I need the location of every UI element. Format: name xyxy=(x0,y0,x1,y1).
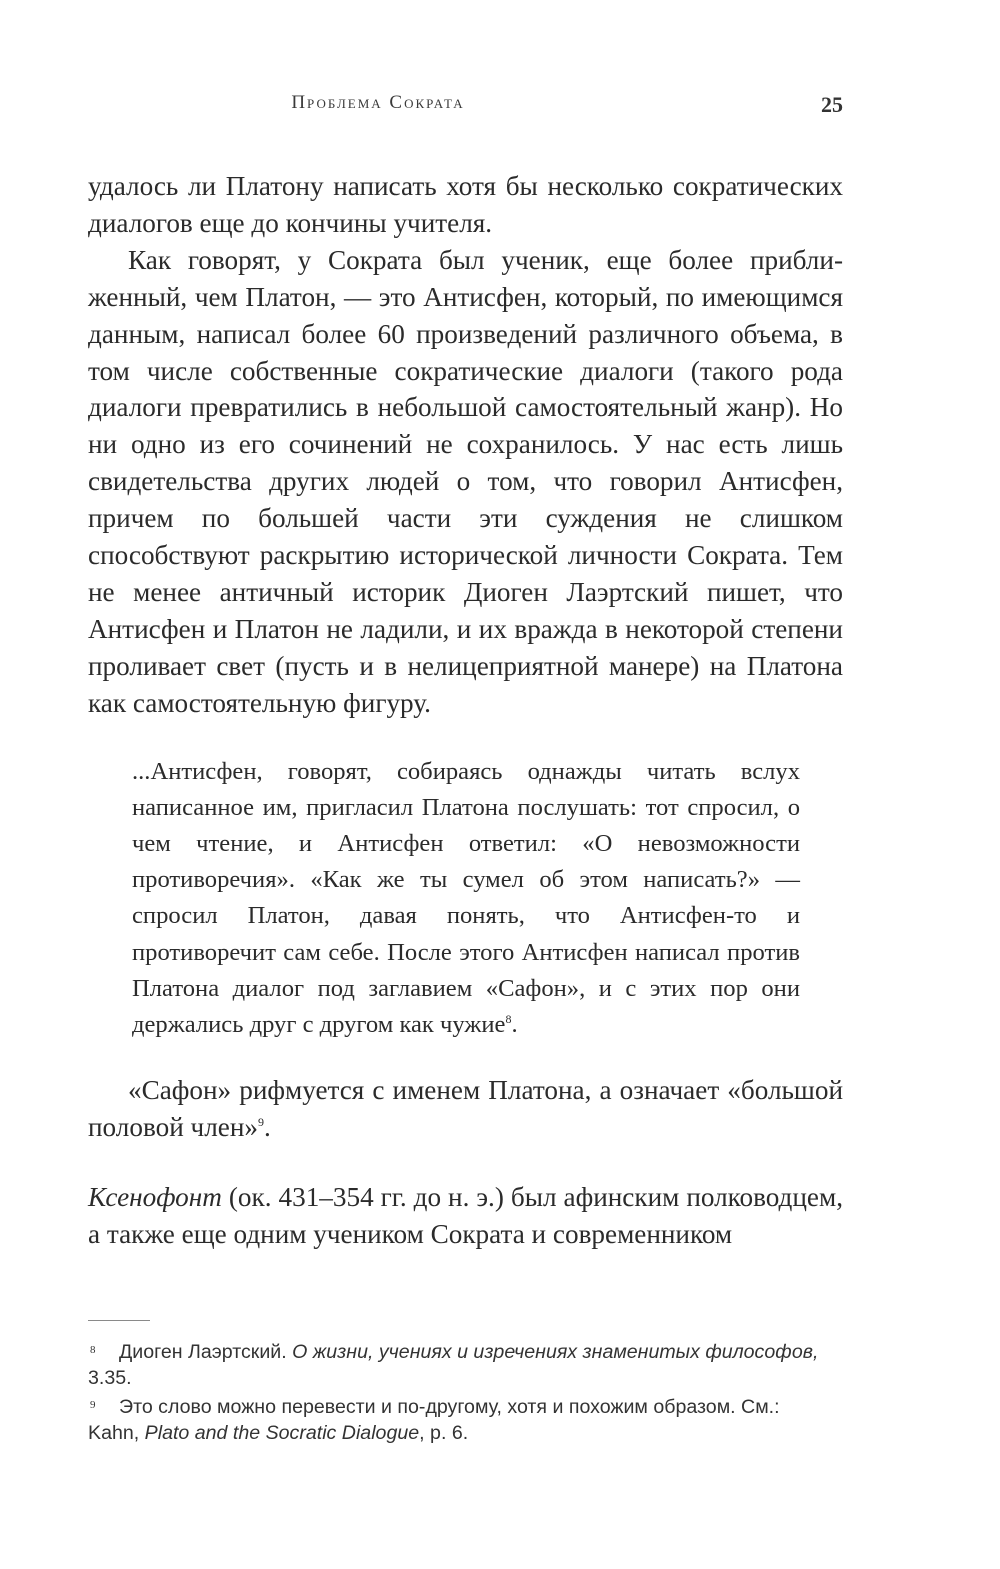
running-title: Проблема Сократа xyxy=(291,92,465,113)
footnote-text: Диоген Лаэртский. xyxy=(119,1341,293,1363)
main-text xyxy=(88,168,843,1253)
paragraph-2: Как говорят, у Сократа был ученик, еще более приближенный, чем Платон, — это Антисфен, который, по имеющимся данным, написал более 60 произведений различного объема, в том числе собственные сократические диалоги (такого рода диалоги превратились в небольшой самостоятельный жанр). Но ни одно из его сочинений не сохранилось. У нас есть лишь свидетельства других людей о том, что говорил Антисфен, причем по большей части эти суждения не слишком способствуют раскрытию исторической личности Сократа. Тем не менее античный историк Диоген Лаэртский пишет, что Антисфен и Платон не ладили, и их вражда в некоторой степени проливает свет (пусть и в нелицеприятной манере) на Платона как самостоятельную фигуру. xyxy=(88,244,843,718)
footnote-mark: 9 xyxy=(90,1399,96,1411)
footnote-9 xyxy=(88,1394,843,1446)
book-page xyxy=(88,0,843,1569)
footnotes xyxy=(88,1339,843,1449)
footnote-mark: 8 xyxy=(90,1344,96,1356)
footnote-divider xyxy=(88,1320,150,1321)
footnote-ref-8[interactable]: 8 xyxy=(505,1011,512,1026)
footnote-title: О жизни, учениях и изречениях знаменитых философов, xyxy=(292,1341,819,1363)
block-quote-text: ...Антисфен, говорят, собираясь однажды читать вслух написанное им, пригласил Платона послушать: тот спросил, о чем чтение, и Антисфен ответил: «О невозможности противоречия». «Как же ты сумел об этом написать?» — спросил Платон, давая понять, что Антисфен-то и противоречит сам себе. После этого Антисфен написал против Платона диалог под заглавием «Сафон», и с этих пор они держались друг с другом как чужие xyxy=(132,757,800,1039)
paragraph-3-text: «Сафон» рифмуется с именем Платона, а означает «большой половой член» xyxy=(88,1075,843,1143)
paragraph-4-text: (ок. 431–354 гг. до н. э.) был афинским полководцем, а также еще одним учеником Сократа и современником xyxy=(88,1182,843,1249)
footnote-page: , p. 6. xyxy=(419,1422,469,1444)
block-quote: ...Антисфен, говорят, собираясь однажды читать вслух написанное им, пригласил Платона послушать: тот спросил, о чем чтение, и Антисфен ответил: «О невозможности противоречия». «Как же ты сумел об этом написать?» — спросил Платон, давая понять, что Антисфен-то и противоречит сам себе. После этого Антисфен написал против Платона диалог под заглавием «Сафон», и с этих пор они держались друг с другом как чужие$^8$. xyxy=(132,757,800,1039)
footnote-8 xyxy=(88,1339,843,1391)
paragraph-3: «Сафон» рифмуется с именем Платона, а означает «большой половой член»$^9$. xyxy=(88,1075,843,1143)
footnote-continuation: 3.35. xyxy=(88,1367,132,1389)
paragraph-4 xyxy=(88,1179,843,1253)
running-head xyxy=(88,92,843,122)
paragraph-4-name: Ксенофонт xyxy=(88,1182,222,1213)
page-number: 25 xyxy=(821,92,843,117)
footnote-text: Это слово можно перевести и по-другому, хотя и похожим образом. См.: xyxy=(119,1396,780,1418)
paragraph-1: удалось ли Платону написать хотя бы несколько сократических диалогов еще до кончины учителя. xyxy=(88,171,843,238)
footnote-ref-9[interactable]: 9 xyxy=(258,1115,264,1130)
footnote-author: Kahn, xyxy=(88,1422,145,1444)
footnote-title: Plato and the Socratic Dialogue xyxy=(144,1422,420,1444)
